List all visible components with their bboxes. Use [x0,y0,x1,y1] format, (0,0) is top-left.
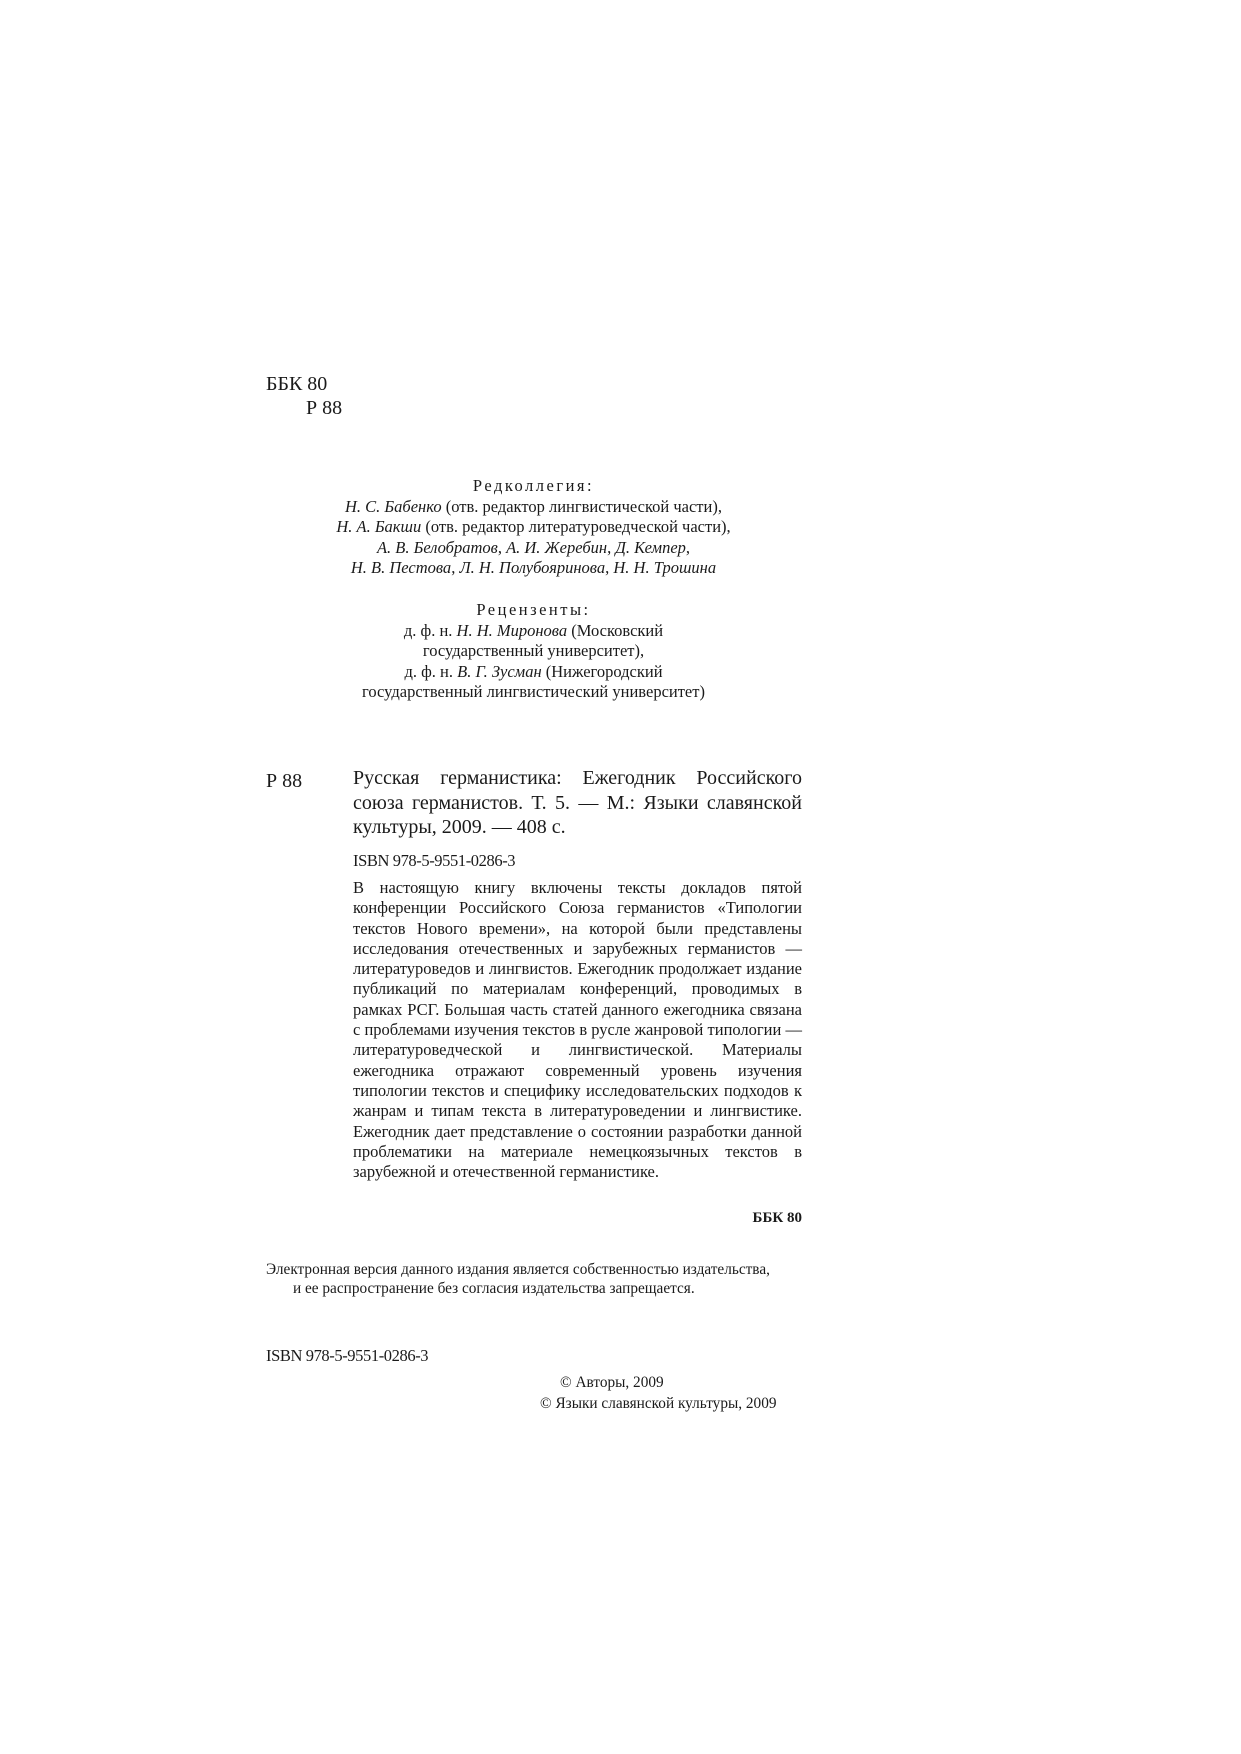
reviewer-affiliation: (Нижегородский [541,661,663,681]
board-member [266,517,801,538]
reviewer-degree: д. ф. н. [403,620,457,640]
reviewer-degree: д. ф. н. [404,661,458,681]
entry-isbn: ISBN 978-5-9551-0286-3 [353,851,516,870]
copyright-authors: © Авторы, 2009 [560,1374,664,1391]
annotation [353,878,802,1182]
editorial-board-heading: Редколлегия: [472,476,595,495]
entry-code: Р 88 [266,770,303,792]
board-members-line: А. В. Белобратов, А. И. Жеребин, Д. Кемпер, [376,537,691,557]
board-member-role: (отв. редактор литературоведческой части), [421,517,731,536]
board-member-role: (отв. редактор лингвистической части), [441,496,722,516]
reviewer-affiliation-line: государственный лингвистический университет) [362,682,705,701]
copyright-block [540,1372,802,1414]
board-member-name: Л. Н. Полубояринова [459,558,606,577]
bibliographic-description: Русская германистика: Ежегодник Российского союза германистов. Т. 5. — М.: Языки славянской культуры, 2009. — 408 с. [353,767,802,838]
board-member-name: Н. В. Пестова [350,558,452,577]
entry-bbk: ББК 80 [752,1210,802,1226]
board-member-name: Д. Кемпер [615,537,686,557]
reviewer-line [266,621,801,642]
reviewer-line [266,662,801,683]
reviewers-heading: Рецензенты: [476,600,591,619]
bbk-label: ББК 80 [266,373,328,395]
board-member-name: А. В. Белобратов [376,537,498,557]
copyright-notice [266,1260,816,1298]
editorial-board [266,476,801,579]
board-member [266,497,801,518]
footer-isbn: ISBN 978-5-9551-0286-3 [266,1346,429,1365]
annotation-text: В настоящую книгу включены тексты докладов пятой конференции Российского Союза германистов «Типологии текстов Нового времени», на которой были представлены исследования отечественных и зарубежных германистов — литературоведов и лингвистов. Ежегодник продолжает издание публикаций по материалам конференций, проводимых в рамках РСГ. Большая часть статей данного ежегодника связана с проблемами изучения текстов в русле жанровой типологии — литературоведческой и лингвистической. Материалы ежегодника отражают современный уровень изучения типологии текстов и специфику исследовательских подходов к жанрам и типам текста в литературоведении и лингвистике. Ежегодник дает представление о состоянии разработки данной проблематики на материале немецкоязычных текстов в зарубежной и отечественной германистике. [353,878,802,1182]
reviewers [266,600,801,703]
board-member-name: А. И. Жеребин [506,537,608,557]
reviewer-affiliation: (Московский [567,620,664,640]
board-member-name: Н. Н. Трошина [613,558,717,577]
reviewer-name: В. Г. Зусман [457,661,542,681]
board-member-name: Н. С. Бабенко [345,496,442,516]
board-member-name: Н. А. Бакши [336,517,422,536]
classification-block [266,372,342,420]
copyright-publisher: © Языки славянской культуры, 2009 [540,1395,777,1412]
reviewer-name: Н. Н. Миронова [456,620,568,640]
notice-line: и ее распространение без согласия издательства запрещается. [293,1280,695,1297]
board-members-line: Н. В. Пестова, Л. Н. Полубояринова, Н. Н. Трошина [350,558,717,577]
notice-line: Электронная версия данного издания является собственностью издательства, [266,1261,770,1278]
author-mark: Р 88 [306,397,343,419]
reviewer-affiliation-line: государственный университет), [422,641,645,660]
